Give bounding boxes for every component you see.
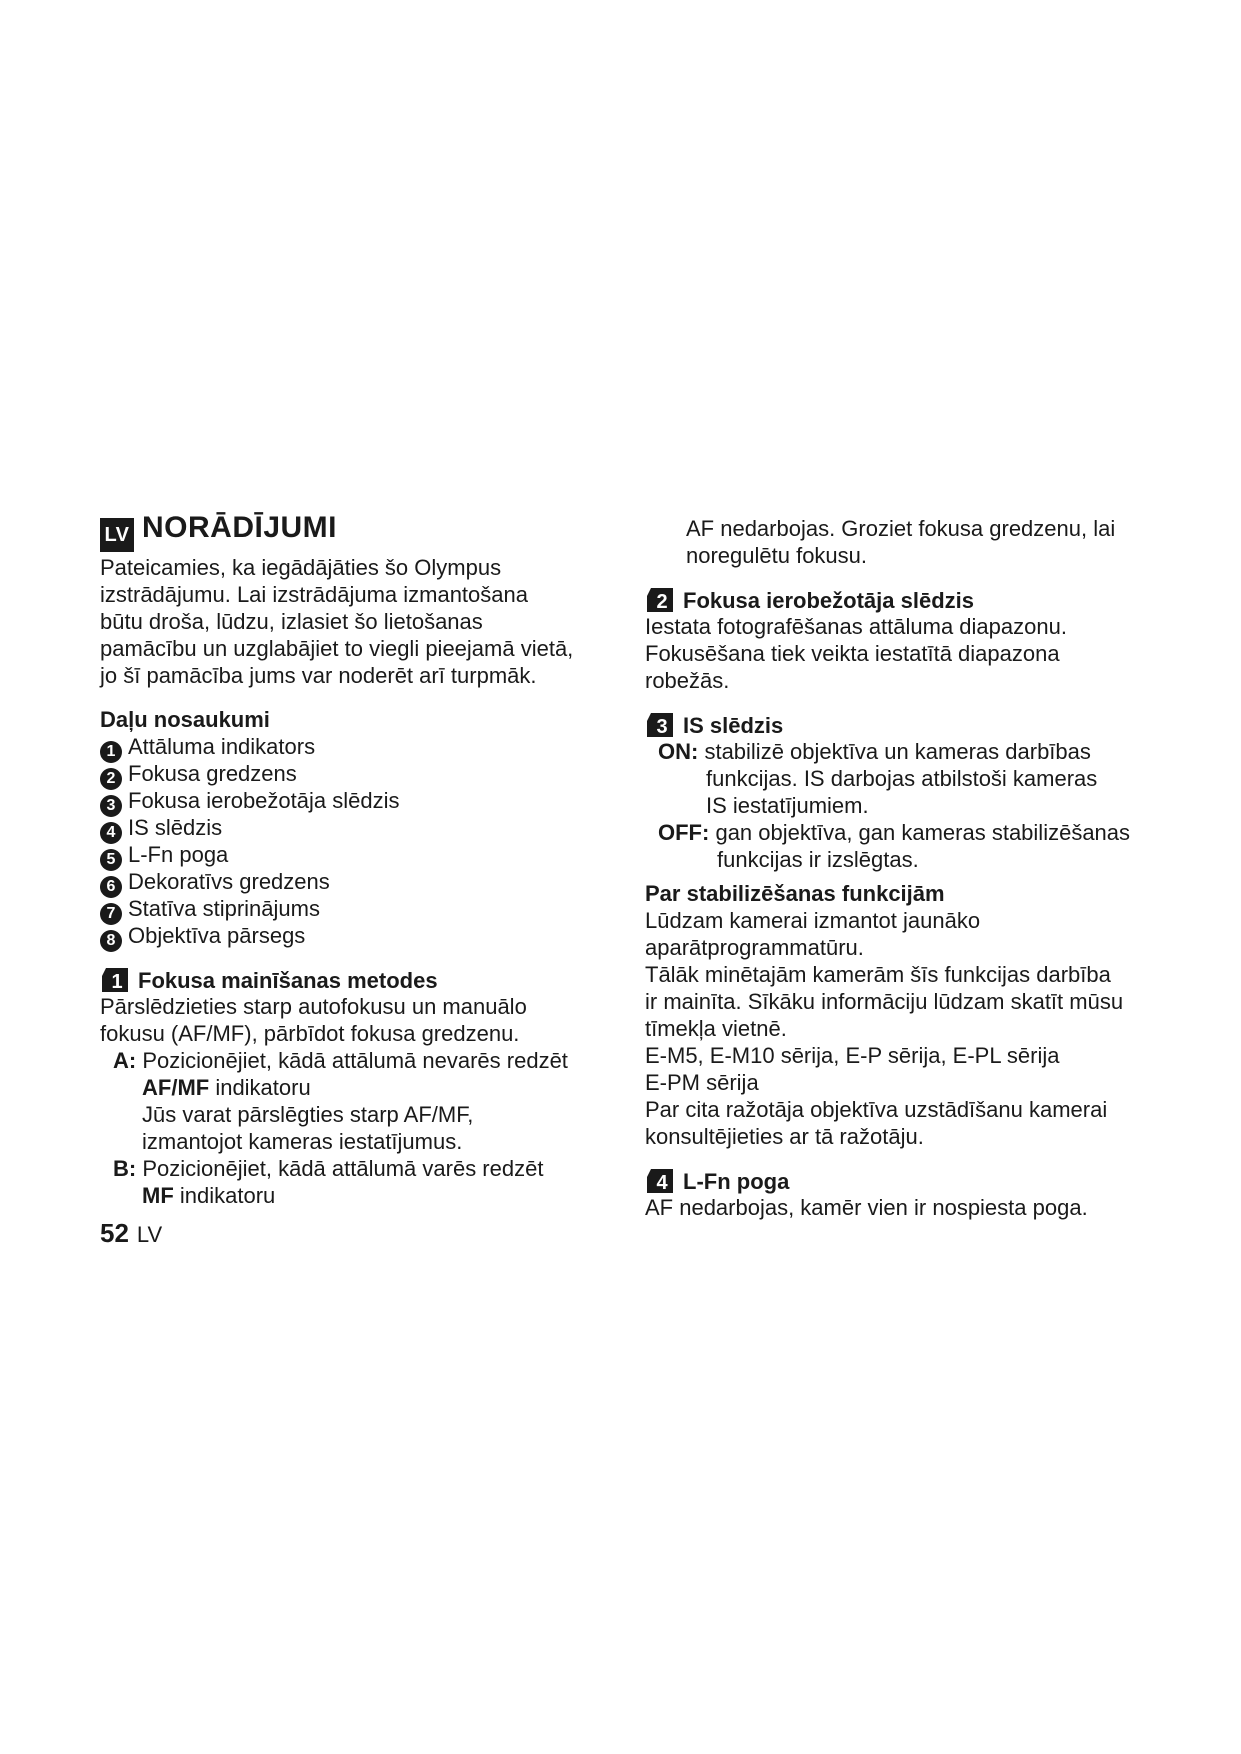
number-4-icon: 4: [100, 822, 122, 844]
section-heading: [645, 711, 783, 739]
parts-item: [100, 760, 297, 790]
option-on-key: ON:: [658, 739, 699, 764]
number-7-icon: 7: [100, 903, 122, 925]
sub-body-line: Tālāk minētajām kamerām šīs funkcijas darbība: [645, 962, 1111, 987]
parts-item: [100, 787, 399, 817]
option-off-line: funkcijas ir izslēgtas.: [717, 847, 919, 872]
sub-body-line: tīmekļa vietnē.: [645, 1016, 787, 1041]
svg-text:4: 4: [656, 1172, 668, 1194]
parts-item-label: L-Fn poga: [128, 842, 229, 867]
svg-text:2: 2: [656, 591, 668, 613]
parts-item: [100, 733, 315, 763]
option-b-text: Pozicionējiet, kādā attālumā varēs redzēt: [142, 1156, 544, 1181]
parts-item: [100, 922, 305, 952]
section-4-icon: [645, 1167, 677, 1195]
parts-item-label: Dekoratīvs gredzens: [128, 869, 330, 894]
number-2-icon: 2: [100, 768, 122, 790]
number-3-icon: 3: [100, 795, 122, 817]
section-body-line: Iestata fotografēšanas attāluma diapazonu.: [645, 614, 1067, 639]
option-off: [658, 819, 1130, 846]
parts-item: [100, 814, 222, 844]
number-8-icon: 8: [100, 930, 122, 952]
parts-item-label: Objektīva pārsegs: [128, 923, 306, 948]
section-body-line: Pārslēdzieties starp autofokusu un manuālo: [100, 994, 527, 1019]
section-heading-text: Fokusa mainīšanas metodes: [138, 968, 438, 993]
option-a-line: Jūs varat pārslēgties starp AF/MF,: [142, 1102, 474, 1127]
svg-text:3: 3: [656, 716, 668, 738]
page-footer: [100, 1220, 162, 1248]
parts-item-label: Fokusa ierobežotāja slēdzis: [128, 788, 400, 813]
option-b-text: indikatoru: [173, 1183, 276, 1208]
sub-body-line: aparātprogrammatūru.: [645, 935, 864, 960]
option-a-text: Pozicionējiet, kādā attālumā nevarēs redzēt: [142, 1048, 568, 1073]
section-body-line: AF nedarbojas, kamēr vien ir nospiesta poga.: [645, 1195, 1088, 1220]
option-off-key: OFF:: [658, 820, 710, 845]
sub-body-line: E-PM sērija: [645, 1070, 759, 1095]
number-5-icon: 5: [100, 849, 122, 871]
sub-body-line: ir mainīta. Sīkāku informāciju lūdzam skatīt mūsu: [645, 989, 1124, 1014]
section-3-icon: [645, 711, 677, 739]
parts-heading: Daļu nosaukumi: [100, 707, 270, 732]
parts-item: [100, 868, 330, 898]
intro-line: jo šī pamācība jums var noderēt arī turpmāk.: [100, 663, 537, 688]
option-a-key: A:: [113, 1048, 137, 1073]
option-a-line: [142, 1074, 311, 1101]
number-6-icon: 6: [100, 876, 122, 898]
option-a-text: indikatoru: [209, 1075, 311, 1100]
section-body-line: robežās.: [645, 668, 730, 693]
option-a: [113, 1047, 568, 1074]
parts-item: [100, 841, 228, 871]
option-on: [658, 738, 1091, 765]
parts-item-label: IS slēdzis: [128, 815, 223, 840]
intro-line: būtu droša, lūdzu, izlasiet šo lietošanas: [100, 609, 483, 634]
parts-item-label: Statīva stiprinājums: [128, 896, 320, 921]
mf-label: MF: [142, 1183, 174, 1208]
language-badge: LV: [100, 518, 134, 552]
section-body-line: Fokusēšana tiek veikta iestatītā diapazona: [645, 641, 1060, 666]
section-heading: [100, 966, 438, 994]
section-2-icon: [645, 586, 677, 614]
section-1-icon: [100, 966, 132, 994]
section-heading: [645, 1167, 789, 1195]
sub-body-line: konsultējieties ar tā ražotāju.: [645, 1124, 924, 1149]
sub-body-line: E-M5, E-M10 sērija, E-P sērija, E-PL sērija: [645, 1043, 1060, 1068]
page-language: LV: [136, 1222, 163, 1247]
continued-line: noregulētu fokusu.: [686, 543, 868, 568]
option-a-line: izmantojot kameras iestatījumus.: [142, 1129, 463, 1154]
section-body-line: fokusu (AF/MF), pārbīdot fokusa gredzenu.: [100, 1021, 520, 1046]
intro-line: Pateicamies, ka iegādājāties šo Olympus: [100, 555, 502, 580]
section-heading-text: Fokusa ierobežotāja slēdzis: [683, 588, 974, 613]
parts-item-label: Attāluma indikators: [128, 734, 316, 759]
option-b: [113, 1155, 543, 1182]
page-number: 52: [100, 1218, 129, 1248]
parts-item-label: Fokusa gredzens: [128, 761, 297, 786]
svg-text:1: 1: [111, 971, 123, 993]
option-b-line: [142, 1182, 275, 1209]
page-title: [100, 511, 338, 552]
option-on-line: IS iestatījumiem.: [706, 793, 869, 818]
sub-body-line: Par cita ražotāja objektīva uzstādīšanu kamerai: [645, 1097, 1108, 1122]
parts-item: [100, 895, 320, 925]
section-heading-text: IS slēdzis: [683, 713, 784, 738]
af-mf-label: AF/MF: [142, 1075, 210, 1100]
title-text: NORĀDĪJUMI: [142, 511, 338, 544]
option-on-line: funkcijas. IS darbojas atbilstoši kameras: [706, 766, 1098, 791]
intro-line: pamācību un uzglabājiet to viegli pieejamā vietā,: [100, 636, 574, 661]
option-off-text: gan objektīva, gan kameras stabilizēšanas: [715, 820, 1131, 845]
number-1-icon: 1: [100, 741, 122, 763]
section-heading: [645, 586, 974, 614]
sub-body-line: Lūdzam kamerai izmantot jaunāko: [645, 908, 981, 933]
continued-line: AF nedarbojas. Groziet fokusa gredzenu, lai: [686, 516, 1116, 541]
option-on-text: stabilizē objektīva un kameras darbības: [704, 739, 1091, 764]
sub-heading: Par stabilizēšanas funkcijām: [645, 881, 945, 906]
intro-line: izstrādājumu. Lai izstrādājuma izmantošana: [100, 582, 528, 607]
section-heading-text: L-Fn poga: [683, 1169, 790, 1194]
option-b-key: B:: [113, 1156, 137, 1181]
